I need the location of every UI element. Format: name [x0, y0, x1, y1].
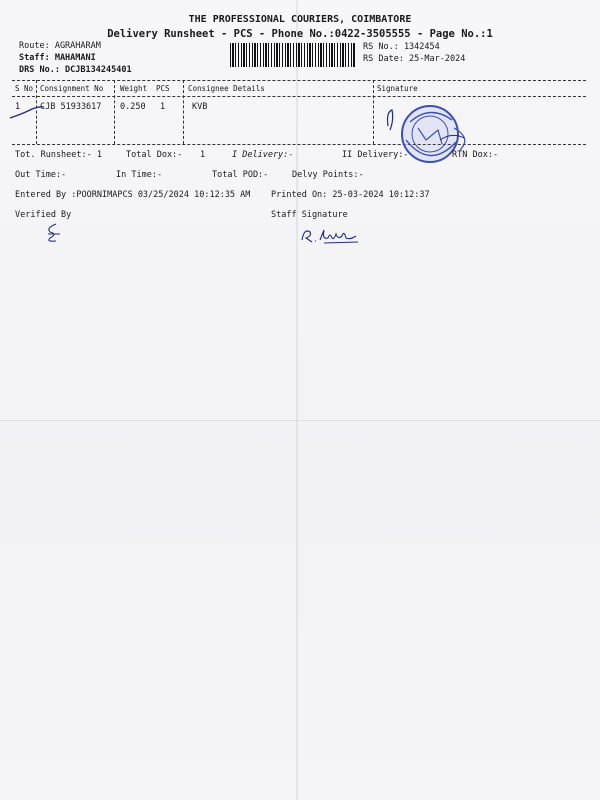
ii-delivery: II Delivery:-: [342, 150, 409, 160]
header-weight: Weight: [120, 84, 148, 93]
entered-by: Entered By :POORNIMAPCS 03/25/2024 10:12:35 AM: [15, 190, 251, 200]
rs-number: RS No.: 1342454: [363, 42, 440, 52]
header-signature: Signature: [377, 84, 418, 93]
row-pcs: 1: [160, 102, 166, 112]
row-consignment: CJB 51933617: [40, 102, 102, 112]
total-pod: Total POD:-: [212, 170, 269, 180]
printed-on: Printed On: 25-03-2024 10:12:37: [271, 190, 430, 200]
i-delivery: I Delivery:-: [232, 150, 294, 160]
paper-fold: [296, 0, 298, 800]
col-divider: [114, 80, 115, 144]
staff-signature: [300, 226, 362, 246]
staff-signature-label: Staff Signature: [271, 210, 348, 220]
in-time: In Time:-: [116, 170, 163, 180]
tot-runsheet: Tot. Runsheet:- 1: [15, 150, 102, 160]
company-title: THE PROFESSIONAL COURIERS, COIMBATORE: [188, 14, 412, 25]
header-sno: S No: [15, 84, 34, 93]
col-divider: [373, 80, 374, 144]
rs-date: RS Date: 25-Mar-2024: [363, 54, 466, 64]
verified-by-label: Verified By: [15, 210, 72, 220]
route-label: Route: AGRAHARAM: [19, 41, 101, 51]
header-consignment: Consignment No: [40, 84, 104, 93]
row-consignee: KVB: [192, 102, 208, 112]
table-header-rule: [12, 96, 586, 97]
out-time: Out Time:-: [15, 170, 67, 180]
table-top-rule: [12, 80, 586, 81]
total-dox-label: Total Dox:-: [126, 150, 183, 160]
runsheet-subtitle: Delivery Runsheet - PCS - Phone No.:0422-3505555 - Page No.:1: [107, 28, 493, 40]
drs-number: DRS No.: DCJB134245401: [19, 65, 132, 75]
barcode: [230, 43, 356, 67]
table-bottom-rule: [12, 144, 586, 145]
verifier-initials: [44, 222, 64, 244]
col-divider: [183, 80, 184, 144]
header-pcs: PCS: [156, 84, 170, 93]
rtn-dox: RTN Dox:-: [452, 150, 499, 160]
paper-crease: [0, 420, 600, 421]
total-dox-value: 1: [200, 150, 206, 160]
row-sno: 1: [15, 102, 21, 112]
delvy-points: Delvy Points:-: [292, 170, 364, 180]
row-weight: 0.250: [120, 102, 146, 112]
staff-label: Staff: MAHAMANI: [19, 53, 96, 63]
header-consignee: Consignee Details: [188, 84, 265, 93]
handwritten-tick: [8, 104, 48, 122]
